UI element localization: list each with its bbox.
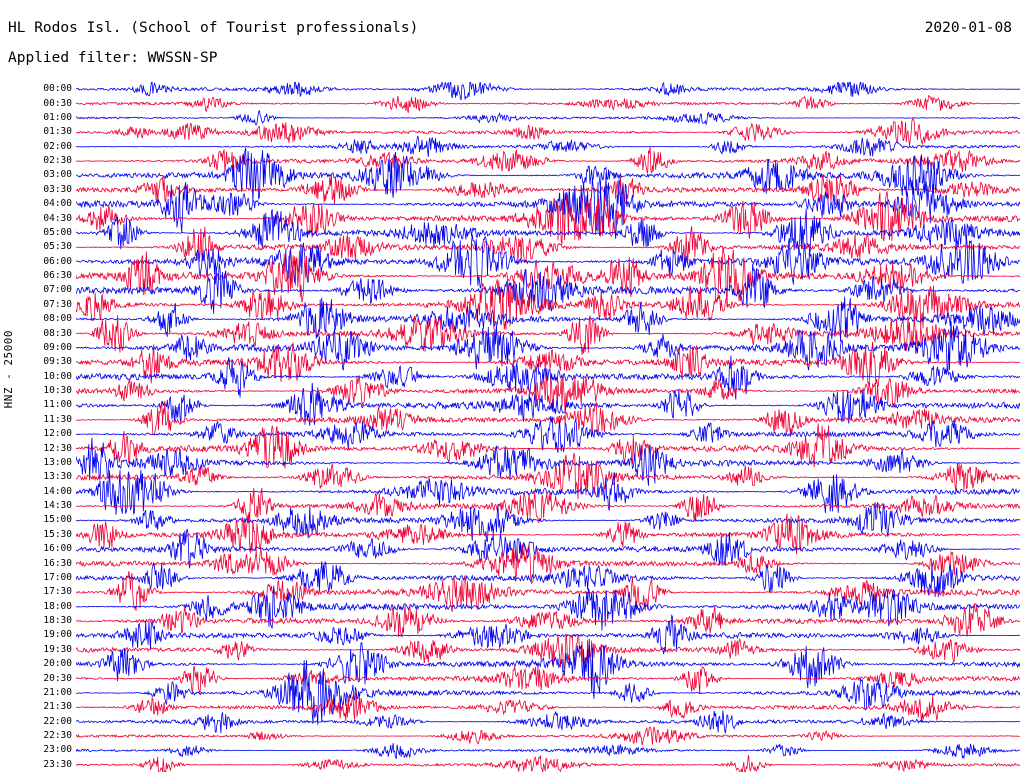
time-tick-label: 06:00: [43, 255, 72, 267]
seismic-trace: [76, 96, 1020, 113]
time-tick-label: 12:00: [43, 428, 72, 440]
time-tick-label: 15:30: [43, 528, 72, 540]
time-tick-label: 01:30: [43, 126, 72, 138]
time-tick-label: 16:00: [43, 543, 72, 555]
time-tick-label: 10:30: [43, 385, 72, 397]
time-tick-label: 03:00: [43, 169, 72, 181]
time-tick-label: 04:30: [43, 212, 72, 224]
seismic-trace: [76, 727, 1020, 745]
filter-label: Applied filter: WWSSN-SP: [8, 50, 218, 66]
time-tick-label: 11:30: [43, 413, 72, 425]
trace-canvas: [76, 82, 1020, 772]
time-tick-label: 07:00: [43, 284, 72, 296]
seismic-trace: [76, 660, 1020, 725]
time-tick-label: 08:30: [43, 327, 72, 339]
time-tick-label: 10:00: [43, 370, 72, 382]
seismic-trace: [76, 247, 1020, 307]
seismic-trace: [76, 82, 1020, 100]
seismic-trace: [76, 191, 1020, 244]
time-axis: [24, 82, 72, 772]
chart-header: [0, 0, 1024, 78]
time-tick-label: 05:30: [43, 241, 72, 253]
time-tick-label: 09:00: [43, 341, 72, 353]
seismic-trace: [76, 755, 1020, 772]
time-tick-label: 09:30: [43, 356, 72, 368]
time-tick-label: 17:30: [43, 586, 72, 598]
time-tick-label: 19:30: [43, 643, 72, 655]
seismic-trace: [76, 147, 1020, 174]
time-tick-label: 14:30: [43, 500, 72, 512]
time-tick-label: 13:00: [43, 456, 72, 468]
time-tick-label: 00:00: [43, 83, 72, 95]
time-tick-label: 02:00: [43, 140, 72, 152]
time-tick-label: 12:30: [43, 442, 72, 454]
seismic-trace: [76, 604, 1020, 637]
time-tick-label: 05:00: [43, 226, 72, 238]
seismic-trace: [76, 321, 1020, 372]
seismic-trace: [76, 639, 1020, 699]
time-tick-label: 19:00: [43, 629, 72, 641]
time-tick-label: 20:30: [43, 672, 72, 684]
time-tick-label: 03:30: [43, 183, 72, 195]
time-tick-label: 13:30: [43, 471, 72, 483]
time-tick-label: 18:30: [43, 615, 72, 627]
time-tick-label: 00:30: [43, 97, 72, 109]
seismic-trace: [76, 710, 1020, 733]
time-tick-label: 21:30: [43, 701, 72, 713]
page-title: HL Rodos Isl. (School of Tourist professionals): [8, 20, 419, 36]
time-tick-label: 16:30: [43, 557, 72, 569]
time-tick-label: 01:00: [43, 111, 72, 123]
helicorder-plot: [76, 82, 1020, 772]
time-tick-label: 06:30: [43, 270, 72, 282]
y-axis-label: HNZ - 25000: [2, 330, 15, 409]
time-tick-label: 02:30: [43, 155, 72, 167]
time-tick-label: 20:00: [43, 658, 72, 670]
seismic-trace: [76, 488, 1020, 523]
time-tick-label: 08:00: [43, 313, 72, 325]
time-tick-label: 07:30: [43, 298, 72, 310]
time-tick-label: 11:00: [43, 399, 72, 411]
seismic-trace: [76, 743, 1020, 758]
time-tick-label: 22:00: [43, 715, 72, 727]
time-tick-label: 17:00: [43, 571, 72, 583]
time-tick-label: 14:00: [43, 485, 72, 497]
seismic-trace: [76, 148, 1020, 202]
seismic-trace: [76, 111, 1020, 125]
time-tick-label: 15:00: [43, 514, 72, 526]
time-tick-label: 22:30: [43, 730, 72, 742]
time-tick-label: 04:00: [43, 198, 72, 210]
date-label: 2020-01-08: [924, 20, 1012, 36]
time-tick-label: 23:30: [43, 758, 72, 770]
time-tick-label: 18:00: [43, 600, 72, 612]
time-tick-label: 21:00: [43, 686, 72, 698]
time-tick-label: 23:00: [43, 744, 72, 756]
seismic-trace: [76, 136, 1020, 157]
